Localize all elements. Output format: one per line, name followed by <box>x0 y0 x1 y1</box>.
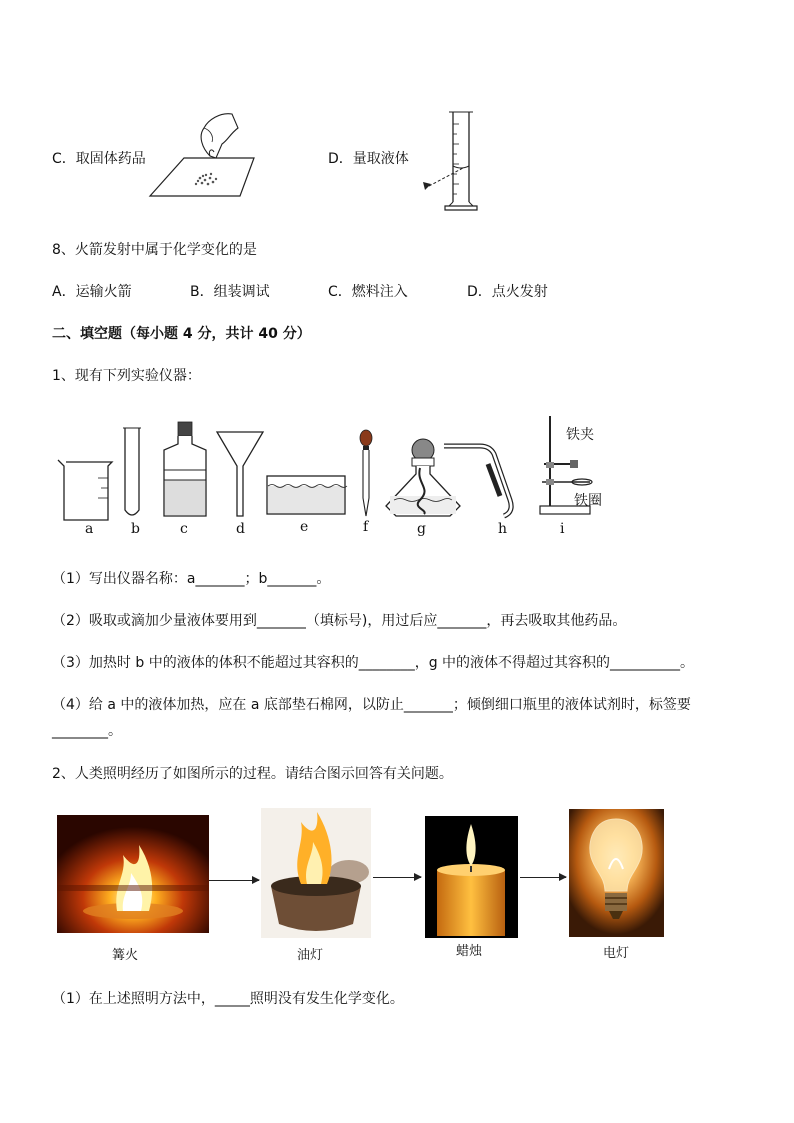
caption-electric-light: 电灯 <box>602 946 629 961</box>
fill1-q4-line2: ________。 <box>52 723 122 739</box>
fill1-stem: 1、现有下列实验仪器： <box>52 368 201 384</box>
section-heading: 二、填空题（每小题 4 分，共计 40 分） <box>52 326 311 342</box>
q8-question: 8、火箭发射中属于化学变化的是 <box>52 242 257 258</box>
fill1-q2: （2）吸取或滴加少量液体要用到_______（填标号)，用过后应_______，再去吸取其他药品。 <box>52 613 627 629</box>
bent-glass-tube-h-icon <box>440 438 520 522</box>
arrow-2 <box>373 877 421 878</box>
label-a: a <box>85 521 94 537</box>
funnel-d-icon <box>215 430 265 520</box>
label-d: d <box>236 521 245 537</box>
label-g: g <box>417 521 426 537</box>
label-h: h <box>498 521 508 537</box>
label-i: i <box>560 521 565 537</box>
fill1-q3: （3）加热时 b 中的液体的体积不能超过其容积的________，g 中的液体不得超过其容积的__________。 <box>52 655 695 671</box>
label-c: c <box>180 521 188 537</box>
fill2-q1: （1）在上述照明方法中，_____照明没有发生化学变化。 <box>52 991 404 1007</box>
arrow-3 <box>520 877 566 878</box>
caption-oil-lamp: 油灯 <box>296 948 323 963</box>
label-b: b <box>131 521 140 537</box>
hand-taking-solid-illustration <box>150 108 260 200</box>
caption-candle: 蜡烛 <box>455 944 482 959</box>
reagent-bottle-c-icon <box>160 420 210 520</box>
evaporating-tray-e-icon <box>265 472 347 516</box>
arrow-1 <box>209 880 259 881</box>
light-bulb-image <box>569 809 664 937</box>
graduated-cylinder-illustration <box>415 110 495 212</box>
candle-image <box>425 816 518 938</box>
option-c: C．取固体药品 <box>52 151 146 167</box>
q8-option-b: B．组装调试 <box>190 284 270 300</box>
caption-bonfire: 篝火 <box>111 948 138 963</box>
q8-option-a: A．运输火箭 <box>52 284 132 300</box>
dropper-f-icon <box>356 428 376 518</box>
ring-label: 铁圈 <box>574 493 602 509</box>
clamp-label: 铁夹 <box>566 427 594 443</box>
test-tube-b-icon <box>122 426 142 520</box>
label-f: f <box>363 519 369 535</box>
oil-lamp-image <box>261 808 371 938</box>
bonfire-image <box>57 815 209 933</box>
option-d: D．量取液体 <box>328 151 409 167</box>
label-e: e <box>300 519 309 535</box>
beaker-a-icon <box>56 458 116 524</box>
q8-option-d: D．点火发射 <box>467 284 548 300</box>
fill1-q4-line1: （4）给 a 中的液体加热，应在 a 底部垫石棉网，以防止_______；倾倒细口瓶里的液体试剂时，标签要 <box>52 697 691 713</box>
fill1-q1: （1）写出仪器名称：a_______；b_______。 <box>52 571 331 587</box>
q8-option-c: C．燃料注入 <box>328 284 408 300</box>
fill2-stem: 2、人类照明经历了如图所示的过程。请结合图示回答有关问题。 <box>52 766 453 782</box>
